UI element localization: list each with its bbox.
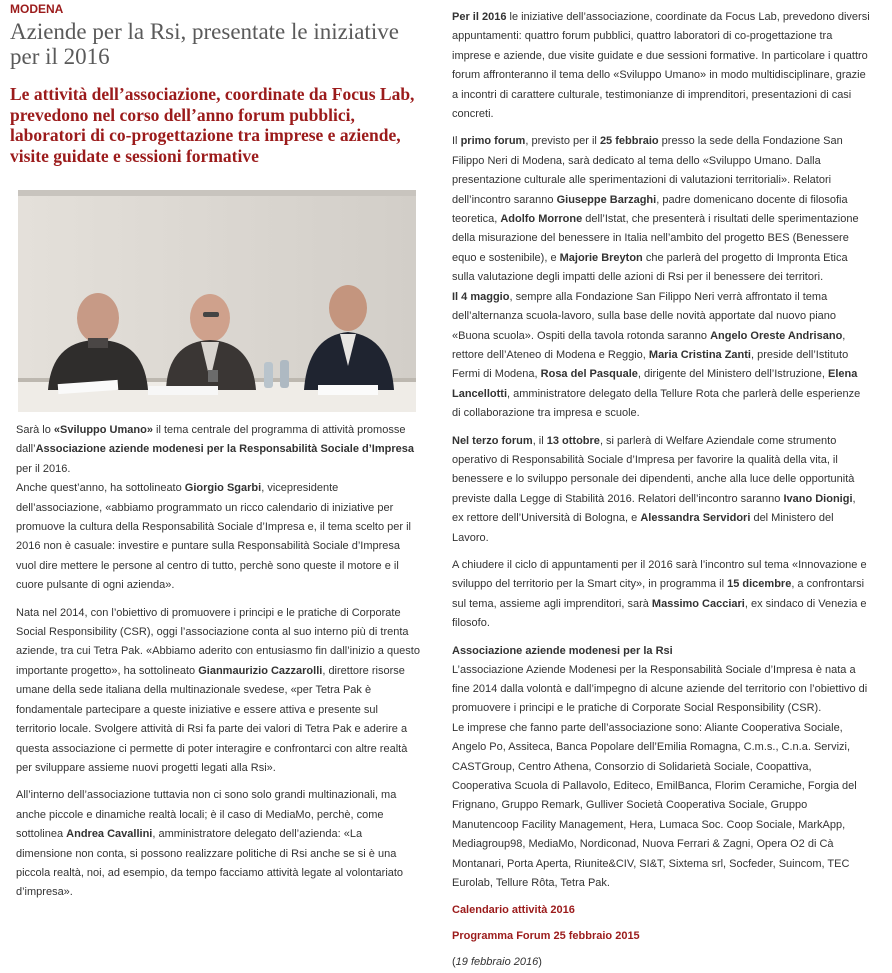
left-column <box>10 0 424 903</box>
right-paragraph-2: Il primo forum, previsto per il 25 febbraio presso la sede della Fondazione San Filippo Neri di Modena, sarà dedicato al tema dello «Sviluppo Umano. Dalla presentazione culturale alle sperimentazioni di valutazioni territoriali». Relatori dell’incontro saranno Giuseppe Barzaghi, padre domenicano docente di filosofia teoretica, Adolfo Morrone dell’Istat, che presenterà i risultati delle sperimentazione della misurazione del benessere in Italia nell’ambito del progetto BES (Benessere equo e sostenibile), e Majorie Breyton che parlerà del progetto di Impronta Etica sulla valutazione degli impatti delle azioni di Rsi per il benessere dei territori. <box>452 135 859 284</box>
section-kicker: MODENA <box>10 2 64 16</box>
association-members: Le imprese che fanno parte dell’associazione sono: Aliante Cooperativa Sociale, Angelo Po, Assiteca, Banca Popolare dell’Emilia Romagna, C.m.s., C.n.a. Servizi, CASTGroup, Centro Athena, Consorzio di Solidarietà Sociale, Coopattiva, Cooperativa Scuola di Pallavolo, Editeco, EmilBanca, Florim Ceramiche, Forgia del Frignano, Gruppo Remark, Gulliver Società Cooperativa Sociale, Gruppo Manutencoop Facility Management, Hera, Lumaca Soc. Coop Sociale, MarkApp, Mediagroup98, MediaMo, Nordiconad, Nuova Ferrari & Zagni, Opera O2 di Cà Montanari, Porta Aperta, Riunite&CIV, SI&T, Sixtema srl, Socfeder, Suincom, TEC Eurolab, Tellure Rôta, Tetra Pak. <box>452 721 857 890</box>
left-paragraph-4: All’interno dell’associazione tuttavia non ci sono solo grandi multinazionali, ma anche piccole e dinamiche realtà locali; è il caso di MediaMo, perchè, come sottolinea Andrea Cavallini, amministratore delegato dell’azienda: «La dimensione non conta, si possono realizzare politiche di Rsi anche se si è una piccola realtà, noi, ad esempio, da tempo facciamo attività legate al volontariato d’impresa». <box>16 789 404 899</box>
association-heading: Associazione aziende modenesi per la Rsi <box>452 644 673 657</box>
right-paragraph-1: Per il 2016 le iniziative dell’associazione, coordinate da Focus Lab, prevedono diversi appuntamenti: quattro forum pubblici, quattro laboratori di co-progettazione tra imprese e aziende, due visite guidate e due sessioni formative. In particolare i quattro forum affronteranno il tema dello «Sviluppo Umano» in modo multidisciplinare, grazie a incontri di carattere culturale, testimonianze di imprenditori, presentazioni di casi concreti. <box>452 11 870 121</box>
publish-date: (19 febbraio 2016) <box>452 956 542 969</box>
forum-program-link[interactable]: Programma Forum 25 febbraio 2015 <box>452 930 640 943</box>
right-paragraph-4: Nel terzo forum, il 13 ottobre, si parlerà di Welfare Aziendale come strumento operativo di Responsabilità Sociale d’Impresa per favorire la qualità della vita, il benessere e lo sviluppo personale dei dipendenti, anche alla luce delle opportunità previste dalla Legge di Stabilità 2016. Relatori dell’incontro saranno Ivano Dionigi, ex rettore dell’Università di Bologna, e Alessandra Servidori del Ministero del Lavoro. <box>452 434 856 544</box>
right-column <box>452 8 870 973</box>
photo-press-conference <box>18 190 416 412</box>
left-paragraph-1: Sarà lo «Sviluppo Umano» il tema centrale del programma di attività promosse dall’Associazione aziende modenesi per la Responsabilità Sociale d’Impresa per il 2016. <box>16 424 414 475</box>
left-paragraph-3: Nata nel 2014, con l’obiettivo di promuovere i principi e le pratiche di Corporate Social Responsibility (CSR), oggi l’associazione conta al suo interno più di trenta aziende, tra cui Tetra Pak. «Abbiamo aderito con entusiasmo fin dall’inizio a questo importante progetto», ha sottolineato Gianmaurizio Cazzarolli, direttore risorse umane della sede italiana della multinazionale svedese, «per Tetra Pak è fondamentale partecipare a queste iniziative e essere attiva e presente sul territorio locale. Svolgere attività di Rsi fa parte dei valori di Tetra Pak e aderire a questa associazione ci permette di poter interagire e confrontarci con altre realtà per sviluppare assieme nuovi progetti legati alla Rsi». <box>16 606 420 774</box>
right-paragraph-5: A chiudere il ciclo di appuntamenti per il 2016 sarà l’incontro sul tema «Innovazione e sviluppo del territorio per la Smart city», in programma il 15 dicembre, a confrontarsi sul tema, assieme agli imprenditori, sarà Massimo Cacciari, ex sindaco di Venezia e filosofo. <box>452 558 867 630</box>
article-subtitle: Le attività dell’associazione, coordinate da Focus Lab, prevedono nel corso dell’anno forum pubblici, laboratori di co-progettazione tra imprese e aziende, visite guidate e sessioni formative <box>10 84 415 166</box>
association-description: L’associazione Aziende Modenesi per la Responsabilità Sociale d’Impresa è nata a fine 2014 dalla volontà e dall’impegno di alcune aziende del territorio con l’obiettivo di promuovere i principi e le pratiche di Corporate Social Responsibility (CSR). <box>452 663 868 715</box>
right-paragraph-3: Il 4 maggio, sempre alla Fondazione San Filippo Neri verrà affrontato il tema dell’alternanza scuola-lavoro, sulla base delle novità apportate dal nuovo piano «Buona scuola». Ospiti della tavola rotonda saranno Angelo Oreste Andrisano, rettore dell’Ateneo di Modena e Reggio, Maria Cristina Zanti, preside dell’Istituto Fermi di Modena, Rosa del Pasquale, dirigente del Ministero dell’Istruzione, Elena Lancellotti, amministratore delegato della Tellure Rota che parlerà delle esperienze di collaborazione tra impresa e scuole. <box>452 290 861 420</box>
article-title: Aziende per la Rsi, presentate le iniziative per il 2016 <box>10 19 399 69</box>
left-paragraph-2: Anche quest’anno, ha sottolineato Giorgio Sgarbi, vicepresidente dell’associazione, «abbiamo programmato un ricco calendario di iniziative per promuove la cultura della Responsabilità Sociale d’Impresa e, il tema scelto per il 2016 non è casuale: investire e puntare sulla Responsabilità Sociale d’Impresa vuol dire mettere le persone al centro di tutto, perchè sono queste il motore e il cuore pulsante di ogni azienda». <box>16 482 411 592</box>
calendar-link[interactable]: Calendario attività 2016 <box>452 904 575 917</box>
article-photo <box>18 190 416 412</box>
